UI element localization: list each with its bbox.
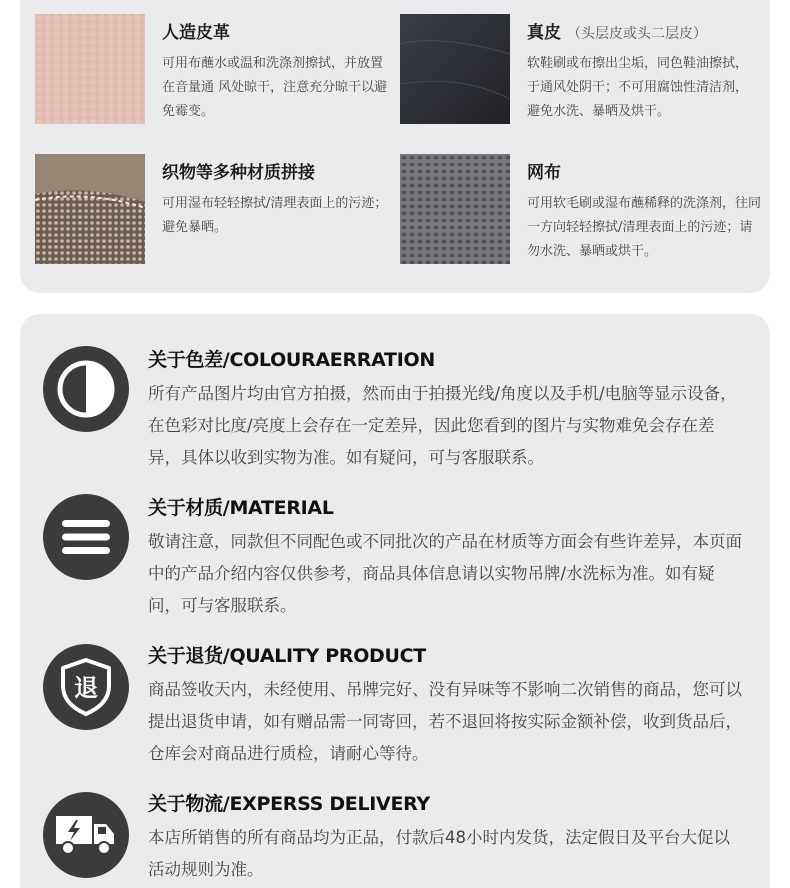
care-desc-genuine: 软鞋刷或布擦出尘垢，同色鞋油擦拭，于通风处阴干；不可用腐蚀性清洁剂，避免水洗、暴晒及烘干。 xyxy=(527,56,749,119)
synthetic-leather-swatch xyxy=(35,14,145,124)
care-desc-mixed: 可用湿布轻轻擦拭/清理表面上的污迹；避免暴晒。 xyxy=(162,196,388,235)
colour-notice-title: 关于色差/COLOURAERRATION xyxy=(148,349,435,371)
return-shield-icon xyxy=(43,644,129,730)
care-desc-mesh: 可用软毛刷或湿布蘸稀释的洗涤剂，往同一方向轻轻擦拭/清理表面上的污迹；请勿水洗、暴晒或烘干。 xyxy=(527,196,762,259)
delivery-notice-title: 关于物流/EXPERSS DELIVERY xyxy=(148,793,430,815)
delivery-notice-body: 本店所销售的所有商品均为正品，付款后48小时内发货，法定假日及平台大促以活动规则为准。 xyxy=(148,828,730,879)
material-icon xyxy=(43,494,129,580)
genuine-leather-swatch xyxy=(400,14,510,124)
leather-texture xyxy=(35,14,145,124)
care-title-mesh: 网布 xyxy=(527,163,561,183)
care-title-synthetic: 人造皮革 xyxy=(162,23,230,43)
leather-texture xyxy=(400,14,510,124)
return-notice-body: 商品签收天内，未经使用、吊牌完好、没有异味等不影响二次销售的商品，您可以提出退货申请，如有赠品需一同寄回，若不退回将按实际金额补偿，收到货品后，仓库会对商品进行质检，请耐心等待。 xyxy=(148,680,742,763)
delivery-truck-icon xyxy=(43,792,129,878)
mesh-swatch xyxy=(400,154,510,264)
care-title-mixed: 织物等多种材质拼接 xyxy=(162,163,315,183)
fabric-texture xyxy=(35,154,145,264)
care-title-genuine: 真皮 （头层皮或头二层皮） xyxy=(527,23,707,43)
contrast-icon xyxy=(43,346,129,432)
mesh-texture xyxy=(400,154,510,264)
notice-panel xyxy=(20,314,770,888)
care-panel xyxy=(20,0,770,293)
return-notice-title: 关于退货/QUALITY PRODUCT xyxy=(148,645,426,667)
material-notice-body: 敬请注意，同款但不同配色或不同批次的产品在材质等方面会有些许差异，本页面中的产品介绍内容仅供参考，商品具体信息请以实物吊牌/水洗标为准。如有疑问，可与客服联系。 xyxy=(148,532,742,615)
mixed-fabric-swatch xyxy=(35,154,145,264)
care-desc-synthetic: 可用布蘸水或温和洗涤剂擦拭，并放置在音量通 风处晾干，注意充分晾干以避免霉变。 xyxy=(162,56,388,119)
material-notice-title: 关于材质/MATERIAL xyxy=(148,497,334,519)
colour-notice-body: 所有产品图片均由官方拍摄，然而由于拍摄光线/角度以及手机/电脑等显示设备，在色彩对比度/亮度上会存在一定差异，因此您看到的图片与实物难免会存在差异，具体以收到实物为准。如有疑问，可与客服联系。 xyxy=(148,384,737,467)
svg-text:退: 退 xyxy=(74,674,98,702)
